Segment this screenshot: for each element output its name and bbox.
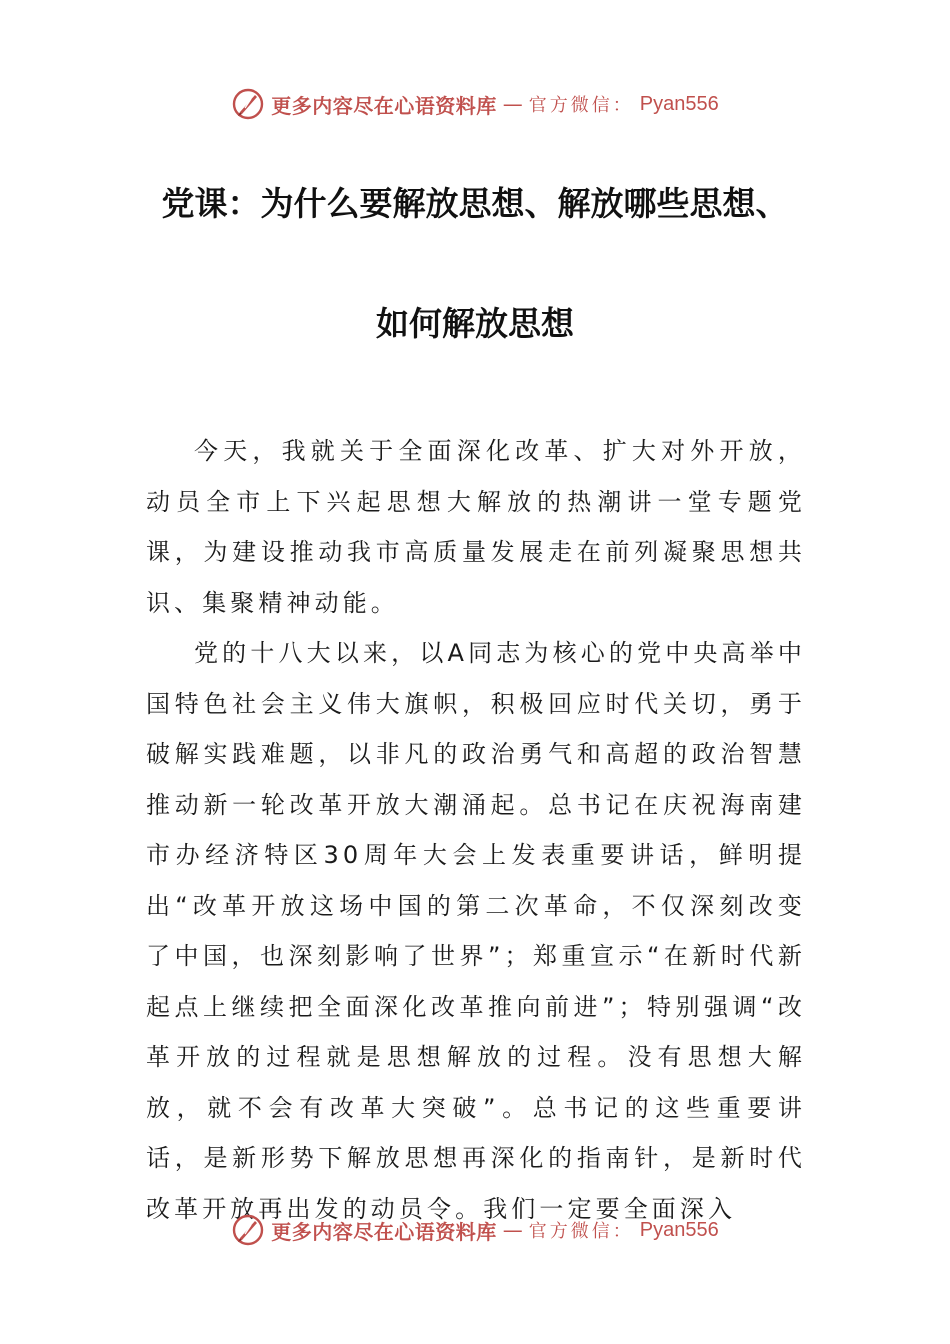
footer-banner <box>0 1210 950 1250</box>
body-paragraph-2: 党的十八大以来，以A同志为核心的党中央高举中国特色社会主义伟大旗帜，积极回应时代关切，勇于破解实践难题，以非凡的政治勇气和高超的政治智慧推动新一轮改革开放大潮涌起。总书记在庆祝海南建市办经济特区30周年大会上发表重要讲话，鲜明提出“改革开放这场中国的第二次革命，不仅深刻改变了中国，也深刻影响了世界”；郑重宣示“在新时代新起点上继续把全面深化改革推向前进”；特别强调“改革开放的过程就是思想解放的过程。没有思想大解放，就不会有改革大突破”。总书记的这些重要讲话，是新形势下解放思想再深化的指南针，是新时代改革开放再出发的动员令。我们一定要全面深入 <box>146 639 806 1223</box>
banner-wechat-label: 官方微信： <box>528 95 634 116</box>
banner-separator: — <box>502 1218 523 1242</box>
banner-wechat-id: Pyan556 <box>639 1218 719 1241</box>
banner-brand-text: 更多内容尽在心语资料库 <box>271 93 497 118</box>
banner-separator: — <box>502 92 523 116</box>
quill-pen-logo-icon <box>231 1213 265 1247</box>
document-body <box>146 426 806 1234</box>
header-banner <box>0 84 950 124</box>
banner-wechat-label: 官方微信： <box>528 1221 634 1242</box>
document-title-line-1: 党课：为什么要解放思想、解放哪些思想、 <box>161 184 789 223</box>
banner-brand-text: 更多内容尽在心语资料库 <box>271 1219 497 1244</box>
quill-pen-logo-icon <box>231 87 265 121</box>
document-title-line-2: 如何解放思想 <box>376 304 574 343</box>
body-paragraph-1: 今天，我就关于全面深化改革、扩大对外开放，动员全市上下兴起思想大解放的热潮讲一堂专题党课，为建设推动我市高质量发展走在前列凝聚思想共识、集聚精神动能。 <box>146 437 806 617</box>
banner-wechat-id: Pyan556 <box>639 92 719 115</box>
